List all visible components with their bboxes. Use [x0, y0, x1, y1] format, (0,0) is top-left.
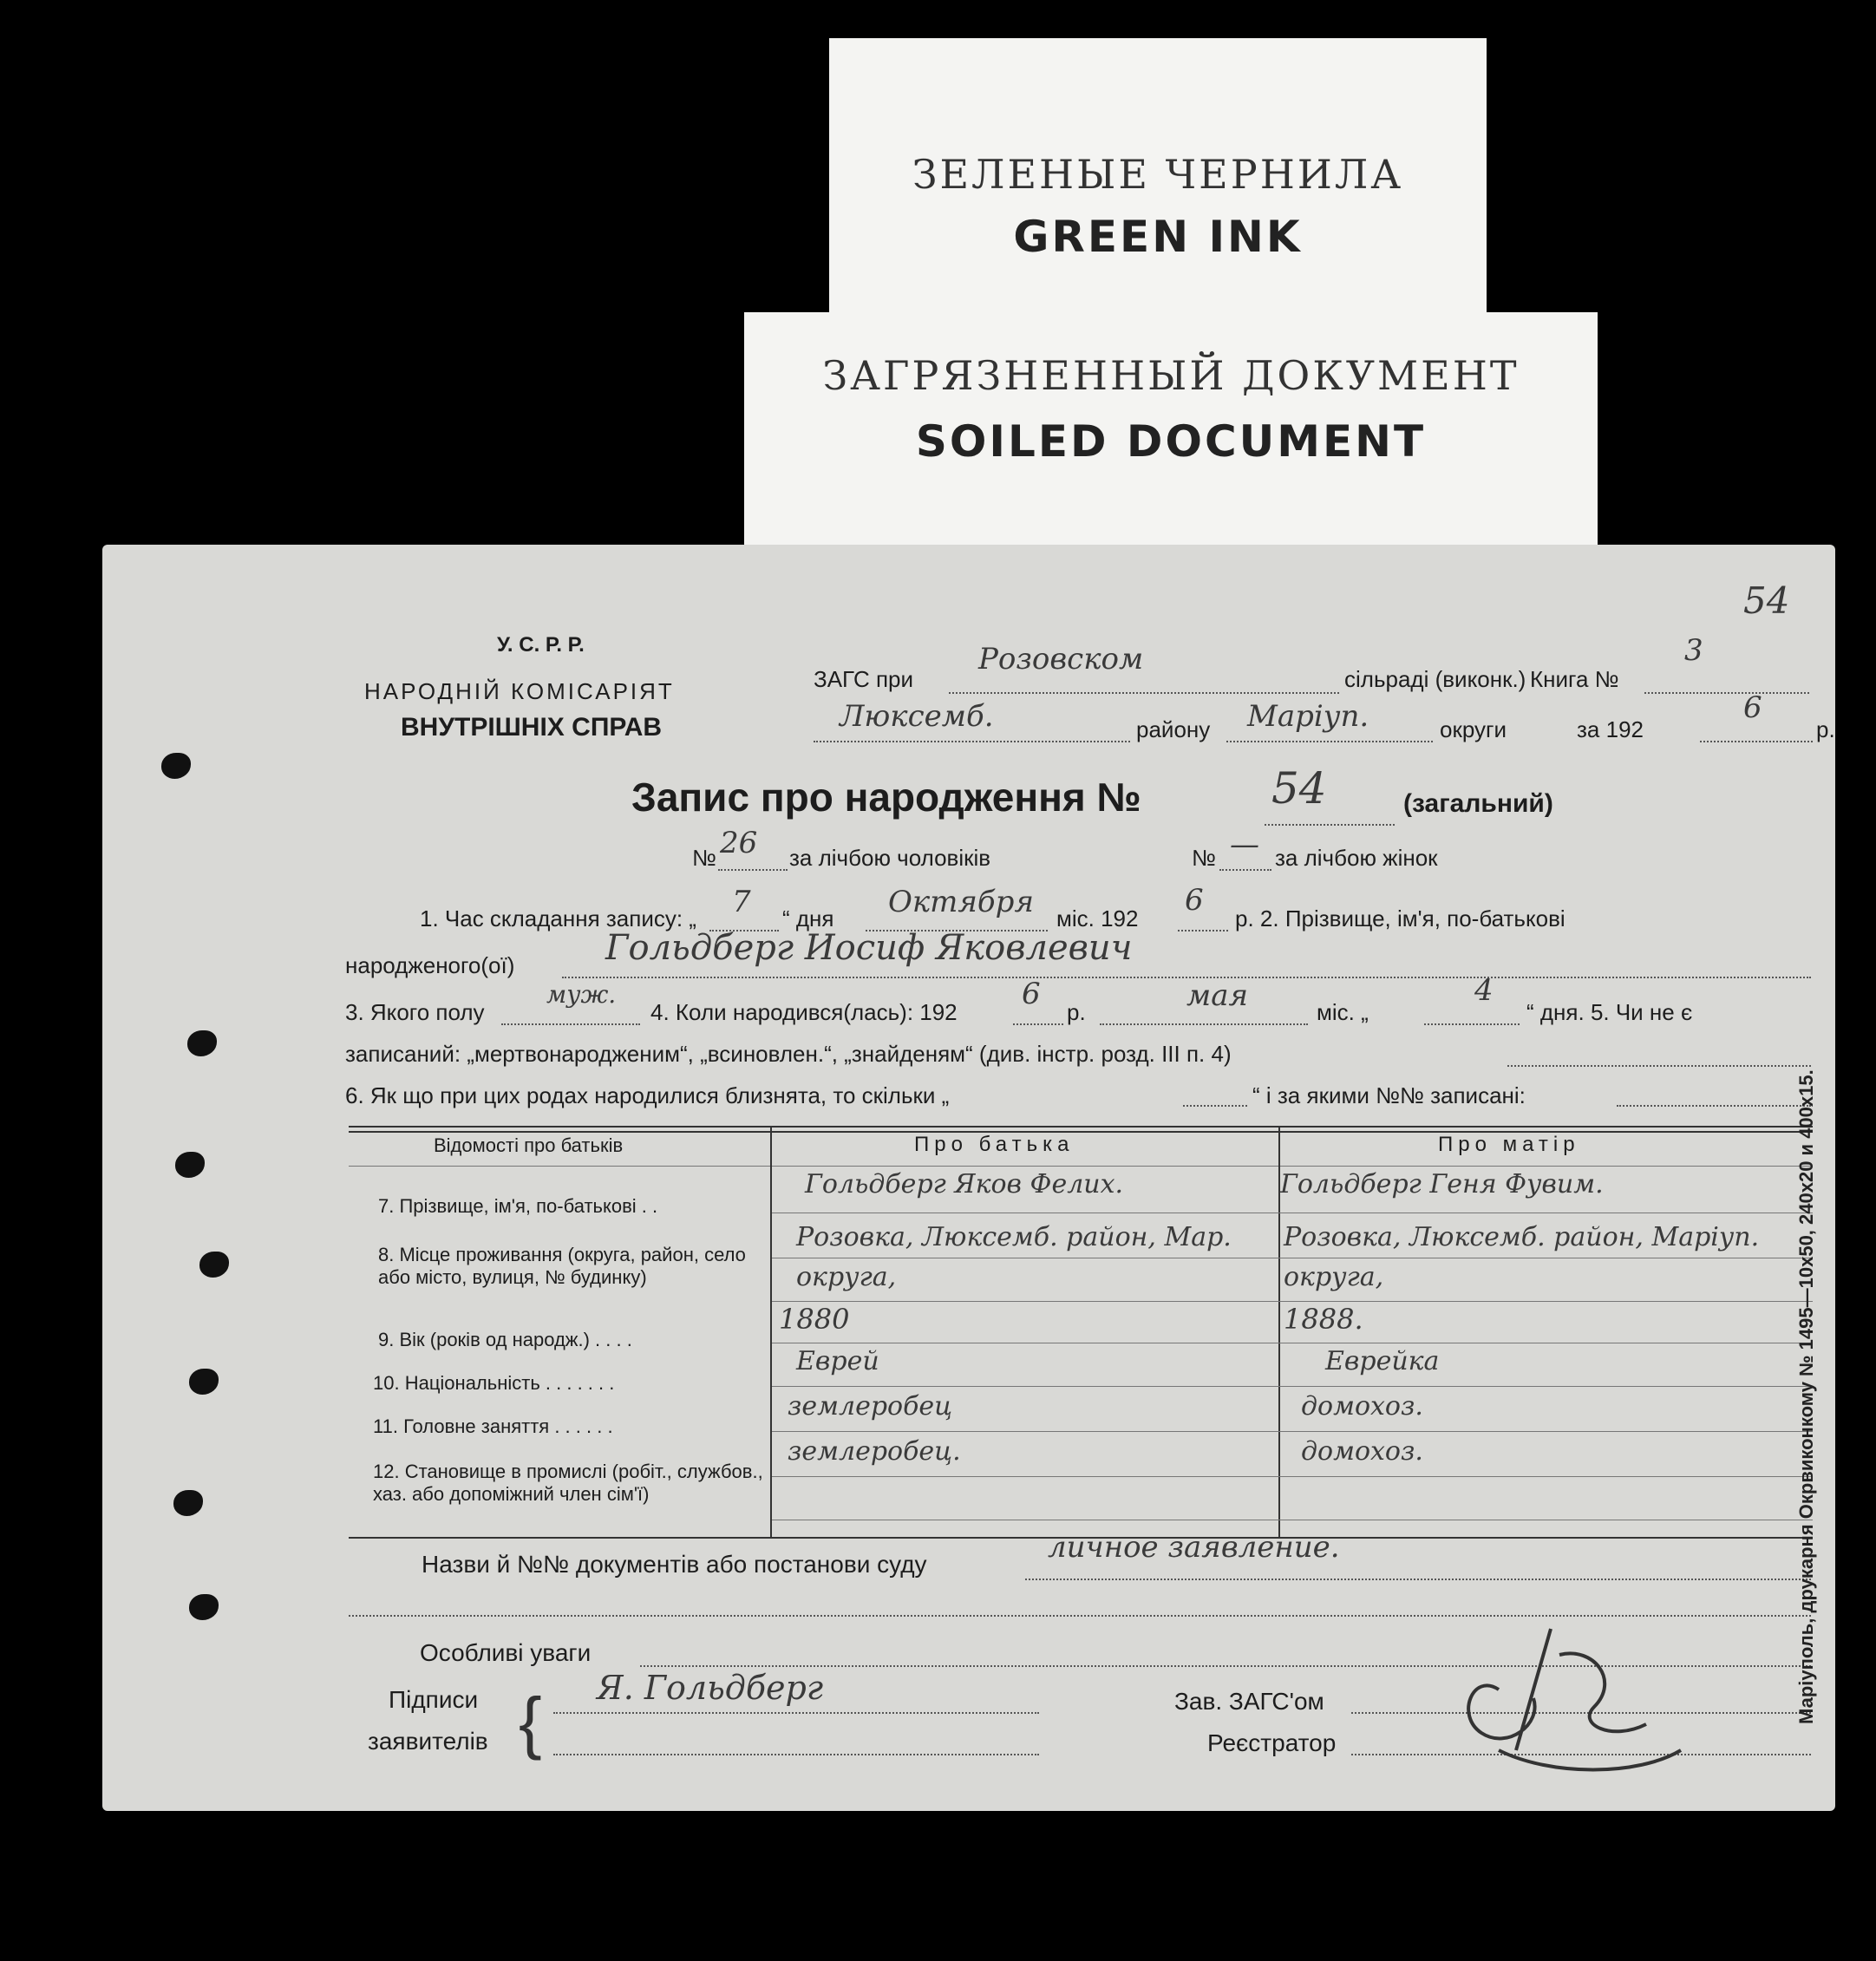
district-line	[814, 741, 1130, 742]
record-number-line	[1265, 824, 1395, 826]
row-10-mother: Еврейка	[1325, 1346, 1440, 1376]
field-4-label: 4. Коли народився(лась): 192	[650, 999, 958, 1025]
female-number: —	[1230, 827, 1259, 862]
male-number-line	[718, 869, 788, 871]
zags-line	[949, 692, 1339, 694]
field-1-day-word: “ дня	[782, 905, 834, 931]
row-12-father: землеробец.	[788, 1436, 961, 1467]
field-2-label: р. 2. Прізвище, ім'я, по-батькові	[1235, 905, 1566, 931]
signatures-label: Підписи	[389, 1686, 479, 1713]
born-label: народженого(ої)	[345, 952, 515, 978]
field-3-label: 3. Якого полу	[345, 999, 485, 1025]
field-3-line	[501, 1023, 640, 1025]
ministry-heading: ВНУТРІШНІХ СПРАВ	[401, 713, 663, 742]
field-4-day-line	[1424, 1023, 1520, 1025]
row-8-mother: Розовка, Люксемб. район, Маріуп. округа,	[1284, 1222, 1760, 1292]
soiled-document-label	[744, 312, 1598, 548]
born-value: Гольдберг Иосиф Яковлевич	[605, 928, 1133, 968]
male-count-label: за лічбою чоловіків	[789, 845, 991, 871]
row-7-label: 7. Прізвище, ім'я, по-батькові . .	[378, 1195, 658, 1217]
punch-hole	[173, 1490, 203, 1516]
zags-prefix: ЗАГС при	[814, 666, 914, 692]
row-rule	[772, 1386, 1813, 1387]
row-7-father: Гольдберг Яков Фелих.	[805, 1169, 1124, 1199]
ussr-heading: У. С. Р. Р.	[497, 633, 585, 657]
applicant-signature-line	[553, 1712, 1039, 1714]
record-number: 54	[1271, 763, 1327, 814]
field-4-month: мая	[1186, 978, 1248, 1013]
head-label: Зав. ЗАГС'ом	[1174, 1688, 1324, 1715]
field-1-year: 6	[1185, 883, 1204, 918]
field-1-year-line	[1178, 930, 1228, 931]
row-10-label: 10. Національність . . . . . . .	[373, 1372, 615, 1394]
field-5-label: “ дня. 5. Чи не є	[1526, 999, 1693, 1025]
punch-hole	[187, 1030, 217, 1056]
field-1-label: 1. Час складання запису: „	[420, 905, 696, 931]
registrar-signature	[1421, 1577, 1785, 1794]
field-4-r: р.	[1067, 999, 1086, 1025]
field-1-month: Октября	[888, 885, 1034, 919]
row-11-mother: домохоз.	[1301, 1391, 1423, 1422]
male-number: 26	[720, 826, 758, 860]
row-8-label-a: 8. Місце проживання (округа, район, село або місто, вулиця, № будинку)	[378, 1244, 746, 1288]
female-number-line	[1219, 869, 1271, 871]
remarks-label: Особливі уваги	[420, 1639, 592, 1666]
table-top-rule-2	[349, 1131, 1813, 1133]
female-number-prefix: №	[1192, 845, 1216, 871]
green-ink-label	[829, 38, 1487, 324]
soiled-label-en: SOILED DOCUMENT	[915, 416, 1427, 467]
row-12-label: 12. Становище в промислі (робіт., службов., хаз. або допоміжний член сім'ї)	[373, 1461, 763, 1505]
birth-record-card	[102, 545, 1835, 1811]
book-line	[1644, 692, 1809, 694]
field-4-month-line	[1100, 1023, 1308, 1025]
field-6-continued: “ і за якими №№ записані:	[1252, 1082, 1526, 1108]
year-line	[1700, 741, 1813, 742]
field-4-year: 6	[1022, 977, 1041, 1011]
year-label: за 192	[1577, 716, 1644, 742]
female-count-label: за лічбою жінок	[1275, 845, 1438, 871]
table-header-info: Відомості про батьків	[434, 1134, 624, 1156]
field-5-line	[1507, 1065, 1811, 1067]
punch-hole	[199, 1252, 229, 1278]
green-ink-label-en: GREEN INK	[1013, 212, 1303, 262]
district-value: Люксемб.	[840, 699, 994, 734]
row-rule	[772, 1431, 1813, 1432]
page-number: 54	[1743, 579, 1790, 622]
field-3-value: муж.	[546, 980, 617, 1009]
row-8-father: Розовка, Люксемб. район, Мар. округа,	[796, 1222, 1232, 1292]
registrar-label: Реєстратор	[1207, 1729, 1337, 1756]
row-9-label: 9. Вік (років од народж.) . . . .	[378, 1329, 632, 1350]
green-ink-label-ru: ЗЕЛЕНЫЕ ЧЕРНИЛА	[912, 151, 1404, 198]
table-header-mother: Про матір	[1438, 1133, 1580, 1156]
field-6-count-line	[1183, 1105, 1247, 1107]
zags-value: Розовском	[978, 642, 1144, 677]
field-6-label: 6. Як що при цих родах народилися близнята, то скільки „	[345, 1082, 950, 1108]
okrug-label: округи	[1440, 716, 1507, 742]
applicant-signature-line-2	[553, 1754, 1039, 1755]
book-label: Книга №	[1530, 666, 1619, 692]
year-value: 6	[1743, 690, 1762, 725]
male-number-prefix: №	[692, 845, 716, 871]
commissariat-heading: НАРОДНІЙ КОМІСАРІЯТ	[364, 678, 675, 704]
row-11-father: землеробец	[788, 1391, 953, 1422]
punch-hole	[161, 753, 191, 779]
book-value: 3	[1684, 633, 1703, 668]
row-9-father: 1880	[779, 1303, 850, 1336]
row-12-mother: домохоз.	[1301, 1436, 1423, 1467]
row-rule	[772, 1301, 1813, 1302]
year-suffix: р.	[1816, 716, 1835, 742]
applicants-label: заявителів	[368, 1728, 488, 1755]
field-1-day: 7	[732, 885, 751, 919]
field-5-continued: записаний: „мертвонародженим“, „всиновлен.“, „знайденям“ (див. інстр. розд. III п. 4)	[345, 1041, 1232, 1067]
record-general-label: (загальний)	[1403, 789, 1553, 818]
row-7-mother: Гольдберг Геня Фувим.	[1280, 1169, 1604, 1199]
punch-hole	[189, 1594, 219, 1620]
punch-hole	[189, 1369, 219, 1395]
row-11-label: 11. Головне заняття . . . . . .	[373, 1415, 613, 1437]
field-4-day: 4	[1474, 973, 1494, 1008]
silradi-label: сільраді (виконк.)	[1344, 666, 1526, 692]
applicant-signature: Я. Гольдберг	[597, 1669, 824, 1707]
field-4-mis: міс. „	[1317, 999, 1369, 1025]
printer-imprint: Маріуполь, друкарня Окрвиконкому № 1495—10х50, 240х20 и 400х15.	[1795, 1069, 1817, 1724]
punch-hole	[175, 1152, 205, 1178]
table-header-rule	[349, 1166, 1813, 1167]
field-4-year-line	[1013, 1023, 1063, 1025]
table-header-father: Про батька	[914, 1133, 1075, 1156]
district-label: району	[1136, 716, 1211, 742]
row-10-father: Еврей	[796, 1346, 879, 1376]
documents-label: Назви й №№ документів або постанови суду	[422, 1551, 927, 1578]
applicant-brace: {	[519, 1683, 542, 1761]
field-1-year-label: міс. 192	[1056, 905, 1139, 931]
row-rule	[772, 1476, 1813, 1477]
okrug-line	[1226, 741, 1433, 742]
field-6-line	[1617, 1105, 1811, 1107]
record-title: Запис про народження №	[631, 775, 1141, 820]
table-top-rule	[349, 1126, 1813, 1128]
documents-value: личное заявление.	[1048, 1530, 1340, 1565]
row-9-mother: 1888.	[1284, 1303, 1363, 1336]
soiled-label-ru: ЗАГРЯЗНЕННЫЙ ДОКУМЕНТ	[822, 352, 1520, 399]
okrug-value: Маріуп.	[1247, 699, 1369, 734]
